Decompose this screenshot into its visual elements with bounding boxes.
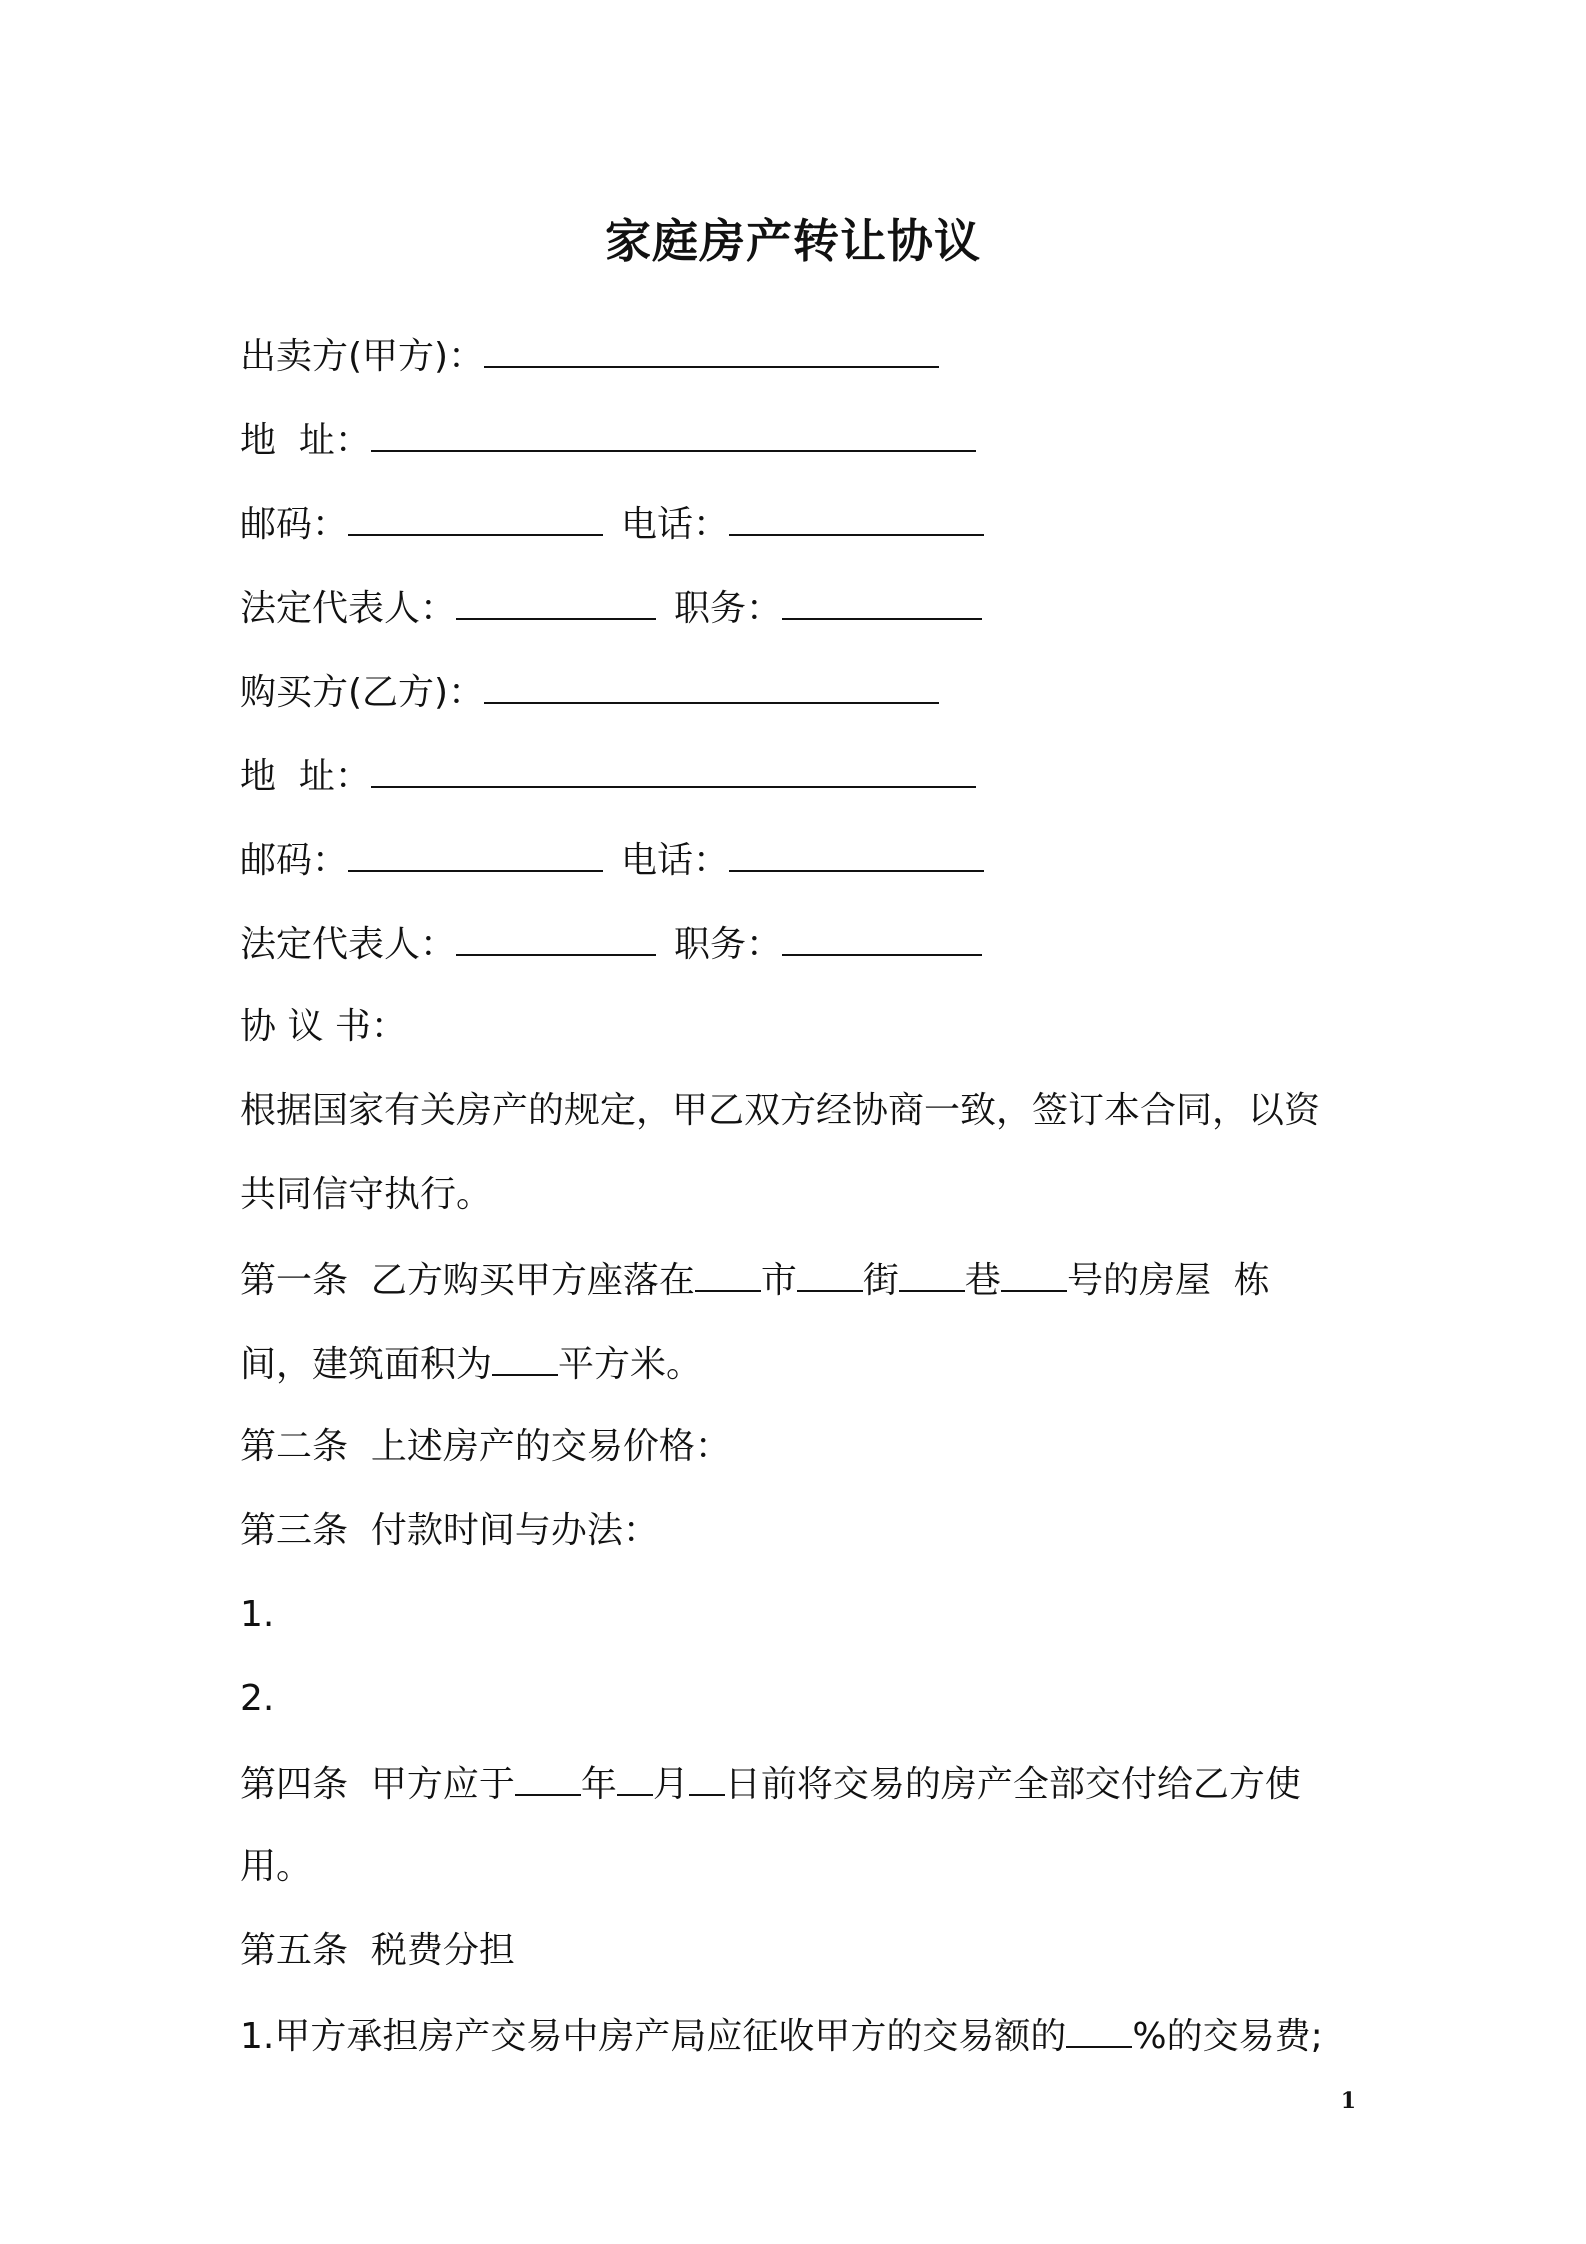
buyer-postcode-blank[interactable]: [348, 834, 603, 872]
seller-address-blank[interactable]: [371, 414, 976, 452]
buyer-position-blank[interactable]: [782, 918, 982, 956]
seller-position-label: 职务：: [674, 588, 783, 629]
buyer-rep-line: [240, 918, 982, 970]
seller-contact-line: [240, 498, 984, 550]
buyer-postcode-label: 邮码：: [240, 840, 349, 881]
article-1-text-c: 街: [862, 1260, 899, 1301]
buyer-address-label: 地 址：: [240, 756, 371, 797]
fee-percent-blank[interactable]: [1066, 2010, 1132, 2048]
seller-postcode-blank[interactable]: [348, 498, 603, 536]
buyer-position-label: 职务：: [674, 924, 783, 965]
seller-party-line: [240, 330, 939, 382]
document-title: 家庭房产转让协议: [605, 214, 981, 268]
buyer-rep-blank[interactable]: [456, 918, 656, 956]
seller-name-blank[interactable]: [484, 330, 939, 368]
buyer-phone-blank[interactable]: [729, 834, 984, 872]
buyer-contact-line: [240, 834, 984, 886]
buyer-rep-label: 法定代表人：: [240, 924, 457, 965]
month-blank[interactable]: [617, 1758, 653, 1796]
buyer-party-line: [240, 666, 939, 718]
seller-phone-label: 电话：: [621, 504, 730, 545]
buyer-address-line: [240, 750, 976, 802]
article-4-text-d: 日前将交易的房产全部交付给乙方使: [724, 1764, 1301, 1805]
street-blank[interactable]: [797, 1254, 863, 1292]
agreement-heading: 协 议 书：: [240, 1006, 407, 1047]
article-4-line-2: 用。: [240, 1846, 313, 1887]
article-3-item-2: 2.: [240, 1678, 275, 1719]
seller-rep-line: [240, 582, 982, 634]
article-1-text-e: 号的房屋 栋: [1066, 1260, 1270, 1301]
lane-blank[interactable]: [899, 1254, 965, 1292]
article-4-text-a: 第四条 甲方应于: [240, 1764, 515, 1805]
buyer-party-label: 购买方(乙方)：: [240, 672, 485, 713]
number-blank[interactable]: [1001, 1254, 1067, 1292]
seller-address-line: [240, 414, 976, 466]
article-4-text-b: 年: [580, 1764, 617, 1805]
seller-postcode-label: 邮码：: [240, 504, 349, 545]
day-blank[interactable]: [689, 1758, 725, 1796]
page-number: 1: [1340, 2088, 1356, 2114]
seller-rep-blank[interactable]: [456, 582, 656, 620]
area-blank[interactable]: [492, 1338, 558, 1376]
article-1-text-f: 间，建筑面积为: [240, 1344, 493, 1385]
article-4-line-1: [240, 1758, 1301, 1810]
article-5-item-1-text-b: %的交易费;: [1132, 2016, 1323, 2057]
year-blank[interactable]: [515, 1758, 581, 1796]
article-1-text-a: 第一条 乙方购买甲方座落在: [240, 1260, 695, 1301]
article-1-line-2: [240, 1338, 702, 1390]
buyer-name-blank[interactable]: [484, 666, 939, 704]
article-1-text-d: 巷: [964, 1260, 1001, 1301]
buyer-address-blank[interactable]: [371, 750, 976, 788]
seller-party-label: 出卖方(甲方)：: [240, 336, 485, 377]
article-3-item-1: 1.: [240, 1594, 275, 1635]
preamble-line-2: 共同信守执行。: [240, 1174, 493, 1215]
seller-position-blank[interactable]: [782, 582, 982, 620]
article-1-line-1: [240, 1254, 1270, 1306]
article-1-text-b: 市: [760, 1260, 797, 1301]
seller-phone-blank[interactable]: [729, 498, 984, 536]
seller-address-label: 地 址：: [240, 420, 371, 461]
city-blank[interactable]: [695, 1254, 761, 1292]
article-2: 第二条 上述房产的交易价格：: [240, 1426, 731, 1467]
article-5: 第五条 税费分担: [240, 1930, 515, 1971]
article-5-item-1-text-a: 1.甲方承担房产交易中房产局应征收甲方的交易额的: [240, 2016, 1067, 2057]
preamble-line-1: 根据国家有关房产的规定，甲乙双方经协商一致，签订本合同，以资: [240, 1090, 1321, 1131]
buyer-phone-label: 电话：: [621, 840, 730, 881]
article-3: 第三条 付款时间与办法：: [240, 1510, 659, 1551]
seller-rep-label: 法定代表人：: [240, 588, 457, 629]
article-4-text-c: 月: [652, 1764, 689, 1805]
article-5-item-1: [240, 2010, 1323, 2062]
article-1-text-g: 平方米。: [558, 1344, 703, 1385]
